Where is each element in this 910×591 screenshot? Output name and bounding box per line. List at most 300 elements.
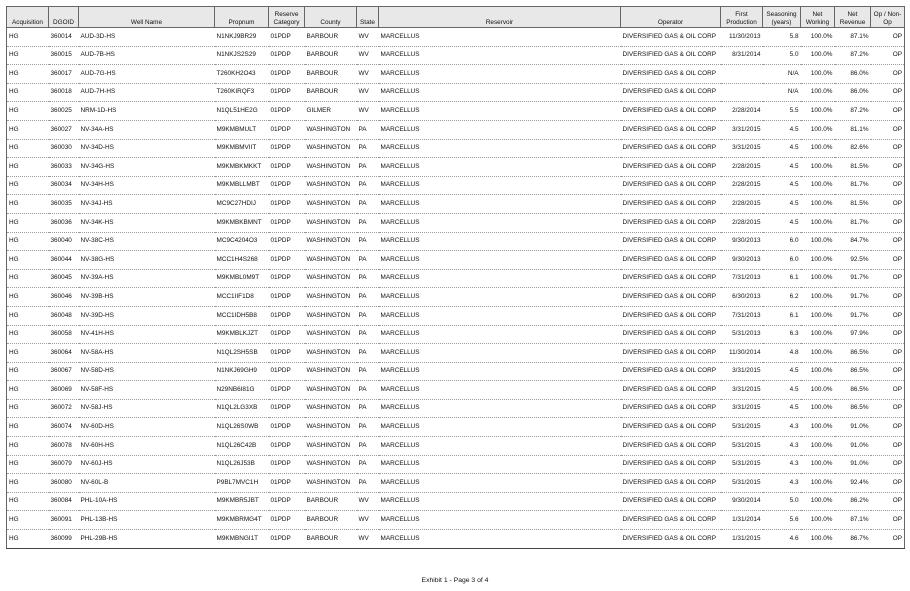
cell-first-production: 11/30/2014 — [721, 344, 763, 363]
cell-propnum: N1NKJS2S29 — [215, 46, 269, 65]
cell-net-revenue: 92.4% — [835, 474, 871, 493]
cell-net-revenue: 82.6% — [835, 139, 871, 158]
cell-net-revenue: 86.0% — [835, 83, 871, 102]
table-row — [7, 474, 905, 493]
cell-well-name: NV-38C-HS — [79, 232, 215, 251]
cell-net-revenue: 86.5% — [835, 362, 871, 381]
cell-op-non-op: OP — [871, 492, 905, 511]
cell-county: BARBOUR — [305, 28, 357, 47]
cell-state: PA — [357, 474, 379, 493]
table-row — [7, 269, 905, 288]
cell-op-non-op: OP — [871, 120, 905, 139]
cell-operator: DIVERSIFIED GAS & OIL CORP — [621, 288, 721, 307]
cell-seasoning: 5.0 — [763, 46, 801, 65]
cell-dgoid: 360017 — [49, 65, 79, 84]
cell-net-revenue: 91.7% — [835, 288, 871, 307]
cell-op-non-op: OP — [871, 399, 905, 418]
header-row — [7, 7, 905, 28]
cell-propnum: N29NB6I81G — [215, 381, 269, 400]
cell-first-production: 6/30/2013 — [721, 288, 763, 307]
cell-op-non-op: OP — [871, 139, 905, 158]
cell-reservoir: MARCELLUS — [379, 306, 621, 325]
cell-acquisition: HG — [7, 288, 49, 307]
cell-reserve-category: 01PDP — [269, 102, 305, 121]
cell-op-non-op: OP — [871, 269, 905, 288]
column-header-reservoir: Reservoir — [379, 7, 621, 28]
cell-reserve-category: 01PDP — [269, 251, 305, 270]
cell-net-revenue: 86.5% — [835, 381, 871, 400]
cell-county: WASHINGTON — [305, 381, 357, 400]
table-row — [7, 530, 905, 549]
cell-seasoning: 4.3 — [763, 455, 801, 474]
cell-operator: DIVERSIFIED GAS & OIL CORP — [621, 530, 721, 549]
cell-reserve-category: 01PDP — [269, 325, 305, 344]
cell-acquisition: HG — [7, 474, 49, 493]
cell-reservoir: MARCELLUS — [379, 511, 621, 530]
cell-dgoid: 360067 — [49, 362, 79, 381]
cell-county: BARBOUR — [305, 83, 357, 102]
cell-dgoid: 360072 — [49, 399, 79, 418]
cell-acquisition: HG — [7, 176, 49, 195]
cell-reserve-category: 01PDP — [269, 176, 305, 195]
cell-reserve-category: 01PDP — [269, 437, 305, 456]
cell-first-production: 9/30/2013 — [721, 251, 763, 270]
table-row — [7, 195, 905, 214]
cell-net-working: 100.0% — [801, 176, 835, 195]
cell-operator: DIVERSIFIED GAS & OIL CORP — [621, 176, 721, 195]
cell-well-name: PHL-29B-HS — [79, 530, 215, 549]
cell-first-production: 2/28/2015 — [721, 195, 763, 214]
cell-operator: DIVERSIFIED GAS & OIL CORP — [621, 492, 721, 511]
cell-propnum: MC9C4204O3 — [215, 232, 269, 251]
cell-county: WASHINGTON — [305, 195, 357, 214]
cell-propnum: MCC1H4S268 — [215, 251, 269, 270]
cell-reserve-category: 01PDP — [269, 195, 305, 214]
cell-acquisition: HG — [7, 492, 49, 511]
cell-net-working: 100.0% — [801, 474, 835, 493]
cell-net-revenue: 97.9% — [835, 325, 871, 344]
cell-propnum: M9KMBMVIIT — [215, 139, 269, 158]
cell-seasoning: 4.5 — [763, 362, 801, 381]
cell-well-name: NV-39B-HS — [79, 288, 215, 307]
cell-operator: DIVERSIFIED GAS & OIL CORP — [621, 269, 721, 288]
table-row — [7, 232, 905, 251]
cell-state: PA — [357, 195, 379, 214]
cell-reserve-category: 01PDP — [269, 28, 305, 47]
cell-operator: DIVERSIFIED GAS & OIL CORP — [621, 511, 721, 530]
cell-net-revenue: 86.2% — [835, 492, 871, 511]
cell-county: WASHINGTON — [305, 269, 357, 288]
cell-state: WV — [357, 511, 379, 530]
cell-reservoir: MARCELLUS — [379, 269, 621, 288]
cell-acquisition: HG — [7, 139, 49, 158]
cell-reservoir: MARCELLUS — [379, 251, 621, 270]
table-row — [7, 306, 905, 325]
cell-net-working: 100.0% — [801, 251, 835, 270]
cell-op-non-op: OP — [871, 511, 905, 530]
cell-net-revenue: 86.5% — [835, 399, 871, 418]
cell-dgoid: 360040 — [49, 232, 79, 251]
cell-well-name: AUD-7B-HS — [79, 46, 215, 65]
cell-well-name: NV-38G-HS — [79, 251, 215, 270]
cell-first-production: 2/28/2015 — [721, 176, 763, 195]
cell-propnum: T260KH2O43 — [215, 65, 269, 84]
cell-reserve-category: 01PDP — [269, 158, 305, 177]
cell-net-revenue: 87.2% — [835, 102, 871, 121]
cell-net-working: 100.0% — [801, 120, 835, 139]
cell-county: WASHINGTON — [305, 176, 357, 195]
table-row — [7, 46, 905, 65]
cell-seasoning: 6.1 — [763, 306, 801, 325]
cell-county: BARBOUR — [305, 65, 357, 84]
cell-dgoid: 360035 — [49, 195, 79, 214]
cell-acquisition: HG — [7, 269, 49, 288]
cell-well-name: NV-34J-HS — [79, 195, 215, 214]
cell-reserve-category: 01PDP — [269, 399, 305, 418]
cell-net-revenue: 81.5% — [835, 158, 871, 177]
column-header-dgoid: DGOID — [49, 7, 79, 28]
cell-net-working: 100.0% — [801, 269, 835, 288]
cell-op-non-op: OP — [871, 195, 905, 214]
cell-state: WV — [357, 28, 379, 47]
cell-acquisition: HG — [7, 158, 49, 177]
cell-dgoid: 360064 — [49, 344, 79, 363]
cell-operator: DIVERSIFIED GAS & OIL CORP — [621, 46, 721, 65]
cell-dgoid: 360018 — [49, 83, 79, 102]
cell-dgoid: 360048 — [49, 306, 79, 325]
table-row — [7, 139, 905, 158]
cell-dgoid: 360014 — [49, 28, 79, 47]
cell-net-revenue: 86.7% — [835, 530, 871, 549]
cell-seasoning: 4.5 — [763, 120, 801, 139]
cell-op-non-op: OP — [871, 232, 905, 251]
cell-reserve-category: 01PDP — [269, 306, 305, 325]
cell-propnum: N1NKJ9BR29 — [215, 28, 269, 47]
cell-operator: DIVERSIFIED GAS & OIL CORP — [621, 102, 721, 121]
cell-operator: DIVERSIFIED GAS & OIL CORP — [621, 362, 721, 381]
cell-op-non-op: OP — [871, 213, 905, 232]
cell-operator: DIVERSIFIED GAS & OIL CORP — [621, 213, 721, 232]
cell-op-non-op: OP — [871, 437, 905, 456]
cell-dgoid: 360091 — [49, 511, 79, 530]
cell-operator: DIVERSIFIED GAS & OIL CORP — [621, 474, 721, 493]
cell-county: WASHINGTON — [305, 399, 357, 418]
cell-net-working: 100.0% — [801, 65, 835, 84]
cell-net-revenue: 81.7% — [835, 176, 871, 195]
cell-county: WASHINGTON — [305, 139, 357, 158]
column-header-county: County — [305, 7, 357, 28]
cell-net-revenue: 91.0% — [835, 437, 871, 456]
cell-first-production — [721, 65, 763, 84]
cell-well-name: NV-58J-HS — [79, 399, 215, 418]
cell-seasoning: 6.1 — [763, 269, 801, 288]
cell-well-name: NV-34G-HS — [79, 158, 215, 177]
cell-acquisition: HG — [7, 325, 49, 344]
cell-first-production: 5/31/2015 — [721, 474, 763, 493]
column-header-propnum: Propnum — [215, 7, 269, 28]
cell-op-non-op: OP — [871, 46, 905, 65]
cell-reserve-category: 01PDP — [269, 381, 305, 400]
cell-state: PA — [357, 455, 379, 474]
cell-net-working: 100.0% — [801, 381, 835, 400]
cell-net-revenue: 81.7% — [835, 213, 871, 232]
cell-well-name: NV-58A-HS — [79, 344, 215, 363]
cell-first-production: 2/28/2015 — [721, 158, 763, 177]
cell-county: GILMER — [305, 102, 357, 121]
cell-seasoning: 4.5 — [763, 176, 801, 195]
cell-operator: DIVERSIFIED GAS & OIL CORP — [621, 399, 721, 418]
cell-first-production: 3/31/2015 — [721, 399, 763, 418]
cell-net-working: 100.0% — [801, 83, 835, 102]
column-header-state: State — [357, 7, 379, 28]
cell-seasoning: 6.0 — [763, 251, 801, 270]
cell-op-non-op: OP — [871, 306, 905, 325]
cell-net-revenue: 92.5% — [835, 251, 871, 270]
column-header-reserve-category: Reserve Category — [269, 7, 305, 28]
cell-first-production — [721, 83, 763, 102]
cell-state: PA — [357, 381, 379, 400]
cell-first-production: 9/30/2013 — [721, 232, 763, 251]
cell-state: WV — [357, 83, 379, 102]
cell-acquisition: HG — [7, 511, 49, 530]
cell-county: WASHINGTON — [305, 120, 357, 139]
cell-reservoir: MARCELLUS — [379, 362, 621, 381]
cell-dgoid: 360079 — [49, 455, 79, 474]
cell-net-working: 100.0% — [801, 511, 835, 530]
cell-operator: DIVERSIFIED GAS & OIL CORP — [621, 325, 721, 344]
cell-propnum: N1QL51HE2G — [215, 102, 269, 121]
cell-dgoid: 360034 — [49, 176, 79, 195]
cell-propnum: M9KMBLKJZT — [215, 325, 269, 344]
cell-seasoning: 5.8 — [763, 28, 801, 47]
column-header-net-working: Net Working — [801, 7, 835, 28]
cell-operator: DIVERSIFIED GAS & OIL CORP — [621, 195, 721, 214]
cell-seasoning: N/A — [763, 83, 801, 102]
cell-state: PA — [357, 232, 379, 251]
cell-propnum: N1NKJ69GH9 — [215, 362, 269, 381]
table-row — [7, 28, 905, 47]
cell-dgoid: 360078 — [49, 437, 79, 456]
cell-net-revenue: 86.0% — [835, 65, 871, 84]
cell-county: WASHINGTON — [305, 251, 357, 270]
cell-seasoning: 4.5 — [763, 381, 801, 400]
cell-operator: DIVERSIFIED GAS & OIL CORP — [621, 83, 721, 102]
cell-net-revenue: 86.5% — [835, 344, 871, 363]
cell-well-name: NV-60D-HS — [79, 418, 215, 437]
cell-first-production: 7/31/2013 — [721, 269, 763, 288]
cell-op-non-op: OP — [871, 83, 905, 102]
cell-reservoir: MARCELLUS — [379, 418, 621, 437]
cell-op-non-op: OP — [871, 65, 905, 84]
cell-operator: DIVERSIFIED GAS & OIL CORP — [621, 344, 721, 363]
cell-reservoir: MARCELLUS — [379, 437, 621, 456]
cell-reservoir: MARCELLUS — [379, 455, 621, 474]
cell-acquisition: HG — [7, 530, 49, 549]
cell-net-working: 100.0% — [801, 492, 835, 511]
cell-first-production: 3/31/2015 — [721, 362, 763, 381]
cell-operator: DIVERSIFIED GAS & OIL CORP — [621, 120, 721, 139]
cell-county: BARBOUR — [305, 492, 357, 511]
cell-first-production: 1/31/2015 — [721, 530, 763, 549]
table-row — [7, 65, 905, 84]
cell-reserve-category: 01PDP — [269, 65, 305, 84]
cell-acquisition: HG — [7, 83, 49, 102]
cell-dgoid: 360044 — [49, 251, 79, 270]
cell-propnum: M9KMBLLMBT — [215, 176, 269, 195]
cell-county: WASHINGTON — [305, 474, 357, 493]
cell-reservoir: MARCELLUS — [379, 83, 621, 102]
cell-operator: DIVERSIFIED GAS & OIL CORP — [621, 251, 721, 270]
table-row — [7, 288, 905, 307]
cell-op-non-op: OP — [871, 28, 905, 47]
cell-net-revenue: 81.1% — [835, 120, 871, 139]
cell-state: PA — [357, 306, 379, 325]
cell-county: WASHINGTON — [305, 213, 357, 232]
cell-seasoning: 5.6 — [763, 511, 801, 530]
cell-well-name: NV-60L-B — [79, 474, 215, 493]
cell-acquisition: HG — [7, 306, 49, 325]
cell-reservoir: MARCELLUS — [379, 492, 621, 511]
cell-state: PA — [357, 158, 379, 177]
cell-county: WASHINGTON — [305, 437, 357, 456]
cell-propnum: N1QL26C42B — [215, 437, 269, 456]
cell-propnum: MCC1IIF1D8 — [215, 288, 269, 307]
cell-reservoir: MARCELLUS — [379, 325, 621, 344]
cell-acquisition: HG — [7, 381, 49, 400]
cell-first-production: 2/28/2014 — [721, 102, 763, 121]
cell-well-name: PHL-10A-HS — [79, 492, 215, 511]
cell-seasoning: 4.3 — [763, 418, 801, 437]
cell-op-non-op: OP — [871, 325, 905, 344]
cell-dgoid: 360046 — [49, 288, 79, 307]
cell-state: PA — [357, 251, 379, 270]
cell-state: WV — [357, 46, 379, 65]
cell-dgoid: 360058 — [49, 325, 79, 344]
cell-acquisition: HG — [7, 213, 49, 232]
cell-seasoning: 6.3 — [763, 325, 801, 344]
cell-net-working: 100.0% — [801, 399, 835, 418]
cell-reserve-category: 01PDP — [269, 120, 305, 139]
table-row — [7, 399, 905, 418]
cell-dgoid: 360036 — [49, 213, 79, 232]
cell-reservoir: MARCELLUS — [379, 399, 621, 418]
cell-acquisition: HG — [7, 362, 49, 381]
cell-reservoir: MARCELLUS — [379, 344, 621, 363]
cell-well-name: NV-39A-HS — [79, 269, 215, 288]
cell-reserve-category: 01PDP — [269, 492, 305, 511]
cell-propnum: T260KIRQF3 — [215, 83, 269, 102]
cell-state: PA — [357, 120, 379, 139]
table-row — [7, 158, 905, 177]
cell-net-revenue: 87.1% — [835, 28, 871, 47]
cell-state: PA — [357, 269, 379, 288]
table-row — [7, 492, 905, 511]
cell-first-production: 11/30/2013 — [721, 28, 763, 47]
cell-state: WV — [357, 530, 379, 549]
cell-propnum: N1QL26J53B — [215, 455, 269, 474]
cell-reserve-category: 01PDP — [269, 455, 305, 474]
cell-acquisition: HG — [7, 195, 49, 214]
table-row — [7, 455, 905, 474]
cell-reservoir: MARCELLUS — [379, 120, 621, 139]
cell-seasoning: 6.2 — [763, 288, 801, 307]
cell-operator: DIVERSIFIED GAS & OIL CORP — [621, 418, 721, 437]
cell-county: WASHINGTON — [305, 288, 357, 307]
cell-state: PA — [357, 362, 379, 381]
column-header-acquisition: Acquisition — [7, 7, 49, 28]
cell-well-name: NV-34A-HS — [79, 120, 215, 139]
cell-reserve-category: 01PDP — [269, 530, 305, 549]
cell-op-non-op: OP — [871, 362, 905, 381]
cell-reservoir: MARCELLUS — [379, 176, 621, 195]
cell-propnum: N1QL2SH5SB — [215, 344, 269, 363]
cell-acquisition: HG — [7, 232, 49, 251]
cell-net-revenue: 87.2% — [835, 46, 871, 65]
table-row — [7, 83, 905, 102]
cell-dgoid: 360033 — [49, 158, 79, 177]
cell-reservoir: MARCELLUS — [379, 530, 621, 549]
cell-seasoning: 5.0 — [763, 492, 801, 511]
cell-county: WASHINGTON — [305, 362, 357, 381]
cell-state: PA — [357, 344, 379, 363]
cell-county: BARBOUR — [305, 511, 357, 530]
cell-well-name: NV-34D-HS — [79, 139, 215, 158]
cell-state: PA — [357, 139, 379, 158]
cell-reservoir: MARCELLUS — [379, 139, 621, 158]
cell-propnum: M9KMBL0M9T — [215, 269, 269, 288]
cell-op-non-op: OP — [871, 102, 905, 121]
cell-seasoning: 4.5 — [763, 158, 801, 177]
cell-acquisition: HG — [7, 28, 49, 47]
cell-operator: DIVERSIFIED GAS & OIL CORP — [621, 28, 721, 47]
cell-propnum: M9KMBMULT — [215, 120, 269, 139]
cell-operator: DIVERSIFIED GAS & OIL CORP — [621, 139, 721, 158]
wells-table — [6, 6, 905, 549]
cell-first-production: 3/31/2015 — [721, 139, 763, 158]
cell-acquisition: HG — [7, 437, 49, 456]
cell-propnum: M9KMBR5JBT — [215, 492, 269, 511]
cell-county: WASHINGTON — [305, 325, 357, 344]
cell-seasoning: 4.6 — [763, 530, 801, 549]
cell-county: WASHINGTON — [305, 344, 357, 363]
cell-acquisition: HG — [7, 251, 49, 270]
cell-net-revenue: 87.1% — [835, 511, 871, 530]
cell-net-working: 100.0% — [801, 195, 835, 214]
cell-acquisition: HG — [7, 399, 49, 418]
cell-net-revenue: 84.7% — [835, 232, 871, 251]
table-row — [7, 362, 905, 381]
cell-reserve-category: 01PDP — [269, 511, 305, 530]
cell-well-name: NV-58D-HS — [79, 362, 215, 381]
cell-reserve-category: 01PDP — [269, 362, 305, 381]
cell-net-revenue: 91.7% — [835, 269, 871, 288]
cell-reserve-category: 01PDP — [269, 474, 305, 493]
cell-county: WASHINGTON — [305, 158, 357, 177]
cell-operator: DIVERSIFIED GAS & OIL CORP — [621, 65, 721, 84]
cell-reservoir: MARCELLUS — [379, 213, 621, 232]
cell-propnum: M9KMBRMG4T — [215, 511, 269, 530]
cell-well-name: PHL-13B-HS — [79, 511, 215, 530]
cell-acquisition: HG — [7, 120, 49, 139]
cell-acquisition: HG — [7, 418, 49, 437]
cell-first-production: 5/31/2015 — [721, 455, 763, 474]
cell-first-production: 3/31/2015 — [721, 381, 763, 400]
cell-propnum: M9KMBNGI1T — [215, 530, 269, 549]
cell-op-non-op: OP — [871, 418, 905, 437]
cell-reserve-category: 01PDP — [269, 213, 305, 232]
cell-dgoid: 360030 — [49, 139, 79, 158]
column-header-well-name: Well Name — [79, 7, 215, 28]
